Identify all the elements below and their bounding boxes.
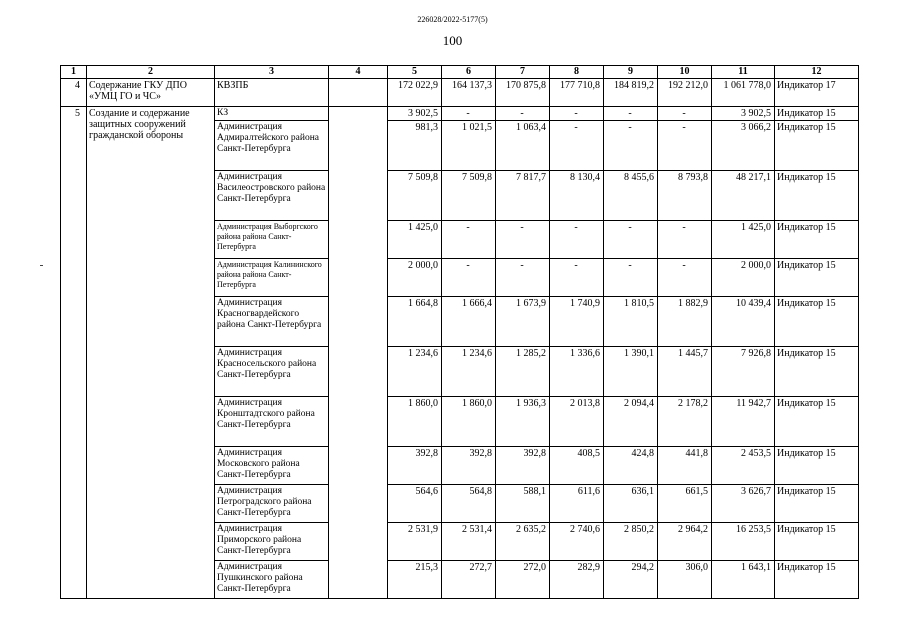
value-cell: - xyxy=(604,107,658,121)
value-cell: 1 673,9 xyxy=(496,297,550,347)
table-row xyxy=(61,107,859,121)
row-number: 5 xyxy=(61,107,87,599)
value-cell: - xyxy=(496,221,550,259)
value-cell: - xyxy=(550,121,604,171)
executor: Администрация Красногвардейского района Санкт-Петербурга xyxy=(215,297,329,347)
value-cell: 2 850,2 xyxy=(604,523,658,561)
header-cell: 7 xyxy=(496,66,550,79)
header-cell: 1 xyxy=(61,66,87,79)
value-cell: 1 061 778,0 xyxy=(712,79,775,107)
indicator-cell: Индикатор 15 xyxy=(775,221,859,259)
indicator-cell: Индикатор 15 xyxy=(775,523,859,561)
value-cell: - xyxy=(496,259,550,297)
value-cell: 1 643,1 xyxy=(712,561,775,599)
executor: Администрация Петроградского района Санкт-Петербурга xyxy=(215,485,329,523)
value-cell: 588,1 xyxy=(496,485,550,523)
value-cell: 170 875,8 xyxy=(496,79,550,107)
value-cell: 1 666,4 xyxy=(442,297,496,347)
indicator-cell: Индикатор 15 xyxy=(775,171,859,221)
value-cell: 306,0 xyxy=(658,561,712,599)
document-number: 226028/2022-5177(5) xyxy=(417,15,488,24)
value-cell: 1 664,8 xyxy=(388,297,442,347)
value-cell: 1 234,6 xyxy=(388,347,442,397)
executor: Администрация Красносельского района Санкт-Петербурга xyxy=(215,347,329,397)
value-cell: - xyxy=(604,259,658,297)
indicator-cell: Индикатор 15 xyxy=(775,297,859,347)
row-number: 4 xyxy=(61,79,87,107)
indicator-cell: Индикатор 15 xyxy=(775,347,859,397)
value-cell: 424,8 xyxy=(604,447,658,485)
executor: КВЗПБ xyxy=(215,79,329,107)
executor: Администрация Пушкинского района Санкт-Петербурга xyxy=(215,561,329,599)
value-cell: 1 936,3 xyxy=(496,397,550,447)
value-cell: 1 336,6 xyxy=(550,347,604,397)
executor: Администрация Московского района Санкт-Петербурга xyxy=(215,447,329,485)
value-cell: 282,9 xyxy=(550,561,604,599)
value-cell: - xyxy=(658,221,712,259)
margin-mark xyxy=(40,265,43,266)
value-cell: 2 000,0 xyxy=(388,259,442,297)
executor: Администрация Приморского района Санкт-Петербурга xyxy=(215,523,329,561)
value-cell: 1 860,0 xyxy=(388,397,442,447)
value-cell: 2 964,2 xyxy=(658,523,712,561)
value-cell: 2 453,5 xyxy=(712,447,775,485)
value-cell: 8 130,4 xyxy=(550,171,604,221)
value-cell: 2 531,4 xyxy=(442,523,496,561)
value-cell: 564,6 xyxy=(388,485,442,523)
measure-name: Создание и содержание защитных сооружений гражданской обороны xyxy=(87,107,215,599)
header-cell: 12 xyxy=(775,66,859,79)
header-cell: 9 xyxy=(604,66,658,79)
value-cell: 2 000,0 xyxy=(712,259,775,297)
value-cell: 2 740,6 xyxy=(550,523,604,561)
header-cell: 4 xyxy=(329,66,388,79)
value-cell: - xyxy=(442,221,496,259)
value-cell: 177 710,8 xyxy=(550,79,604,107)
value-cell: 8 793,8 xyxy=(658,171,712,221)
executor: Администрация Кронштадтского района Санкт-Петербурга xyxy=(215,397,329,447)
value-cell: 172 022,9 xyxy=(388,79,442,107)
budget-table xyxy=(60,65,859,599)
executor: Администрация Адмиралтейского района Санкт-Петербурга xyxy=(215,121,329,171)
value-cell: 3 066,2 xyxy=(712,121,775,171)
value-cell: - xyxy=(442,259,496,297)
value-cell: 215,3 xyxy=(388,561,442,599)
header-cell: 10 xyxy=(658,66,712,79)
header-cell: 2 xyxy=(87,66,215,79)
indicator-cell: Индикатор 15 xyxy=(775,447,859,485)
table-row xyxy=(61,79,859,107)
value-cell: 1 390,1 xyxy=(604,347,658,397)
value-cell: 16 253,5 xyxy=(712,523,775,561)
value-cell: - xyxy=(604,121,658,171)
executor: Администрация Калининского района района Санкт-Петербурга xyxy=(215,259,329,297)
value-cell: - xyxy=(496,107,550,121)
value-cell: 392,8 xyxy=(442,447,496,485)
value-cell: 11 942,7 xyxy=(712,397,775,447)
header-cell: 6 xyxy=(442,66,496,79)
empty-cell xyxy=(329,107,388,599)
executor: Администрация Василеостровского района Санкт-Петербурга xyxy=(215,171,329,221)
indicator-cell: Индикатор 15 xyxy=(775,259,859,297)
value-cell: 408,5 xyxy=(550,447,604,485)
indicator-cell: Индикатор 15 xyxy=(775,561,859,599)
value-cell: 1 234,6 xyxy=(442,347,496,397)
indicator-cell: Индикатор 17 xyxy=(775,79,859,107)
value-cell: - xyxy=(550,221,604,259)
value-cell: - xyxy=(550,107,604,121)
value-cell: - xyxy=(442,107,496,121)
value-cell: 441,8 xyxy=(658,447,712,485)
indicator-cell: Индикатор 15 xyxy=(775,107,859,121)
indicator-cell: Индикатор 15 xyxy=(775,121,859,171)
page-number: 100 xyxy=(442,33,463,48)
value-cell: 2 013,8 xyxy=(550,397,604,447)
value-cell: 564,8 xyxy=(442,485,496,523)
value-cell: 184 819,2 xyxy=(604,79,658,107)
value-cell: - xyxy=(658,259,712,297)
value-cell: 636,1 xyxy=(604,485,658,523)
value-cell: 272,7 xyxy=(442,561,496,599)
value-cell: 1 810,5 xyxy=(604,297,658,347)
value-cell: 2 531,9 xyxy=(388,523,442,561)
value-cell: 2 178,2 xyxy=(658,397,712,447)
value-cell: 7 509,8 xyxy=(442,171,496,221)
header-row xyxy=(61,66,859,79)
value-cell: 1 860,0 xyxy=(442,397,496,447)
value-cell: 7 817,7 xyxy=(496,171,550,221)
value-cell: 611,6 xyxy=(550,485,604,523)
value-cell: 2 635,2 xyxy=(496,523,550,561)
indicator-cell: Индикатор 15 xyxy=(775,485,859,523)
value-cell: 392,8 xyxy=(496,447,550,485)
value-cell: 392,8 xyxy=(388,447,442,485)
value-cell: 192 212,0 xyxy=(658,79,712,107)
header-cell: 8 xyxy=(550,66,604,79)
value-cell: 981,3 xyxy=(388,121,442,171)
value-cell: 7 926,8 xyxy=(712,347,775,397)
value-cell: 1 285,2 xyxy=(496,347,550,397)
value-cell: 1 740,9 xyxy=(550,297,604,347)
value-cell: 3 902,5 xyxy=(388,107,442,121)
value-cell: 1 021,5 xyxy=(442,121,496,171)
indicator-cell: Индикатор 15 xyxy=(775,397,859,447)
header-cell: 3 xyxy=(215,66,329,79)
header-cell: 5 xyxy=(388,66,442,79)
value-cell: 1 063,4 xyxy=(496,121,550,171)
value-cell: 7 509,8 xyxy=(388,171,442,221)
value-cell: 1 882,9 xyxy=(658,297,712,347)
value-cell: 3 626,7 xyxy=(712,485,775,523)
executor: Администрация Выборгского района района Санкт-Петербурга xyxy=(215,221,329,259)
value-cell: 3 902,5 xyxy=(712,107,775,121)
value-cell: 8 455,6 xyxy=(604,171,658,221)
value-cell: - xyxy=(658,121,712,171)
value-cell: 1 425,0 xyxy=(712,221,775,259)
header-cell: 11 xyxy=(712,66,775,79)
value-cell: 661,5 xyxy=(658,485,712,523)
value-cell: 10 439,4 xyxy=(712,297,775,347)
executor: КЗ xyxy=(215,107,329,121)
value-cell: - xyxy=(550,259,604,297)
value-cell: - xyxy=(604,221,658,259)
value-cell: 48 217,1 xyxy=(712,171,775,221)
value-cell: 1 425,0 xyxy=(388,221,442,259)
value-cell: 164 137,3 xyxy=(442,79,496,107)
empty-cell xyxy=(329,79,388,107)
value-cell: 294,2 xyxy=(604,561,658,599)
value-cell: 1 445,7 xyxy=(658,347,712,397)
value-cell: 2 094,4 xyxy=(604,397,658,447)
measure-name: Содержание ГКУ ДПО «УМЦ ГО и ЧС» xyxy=(87,79,215,107)
value-cell: - xyxy=(658,107,712,121)
value-cell: 272,0 xyxy=(496,561,550,599)
